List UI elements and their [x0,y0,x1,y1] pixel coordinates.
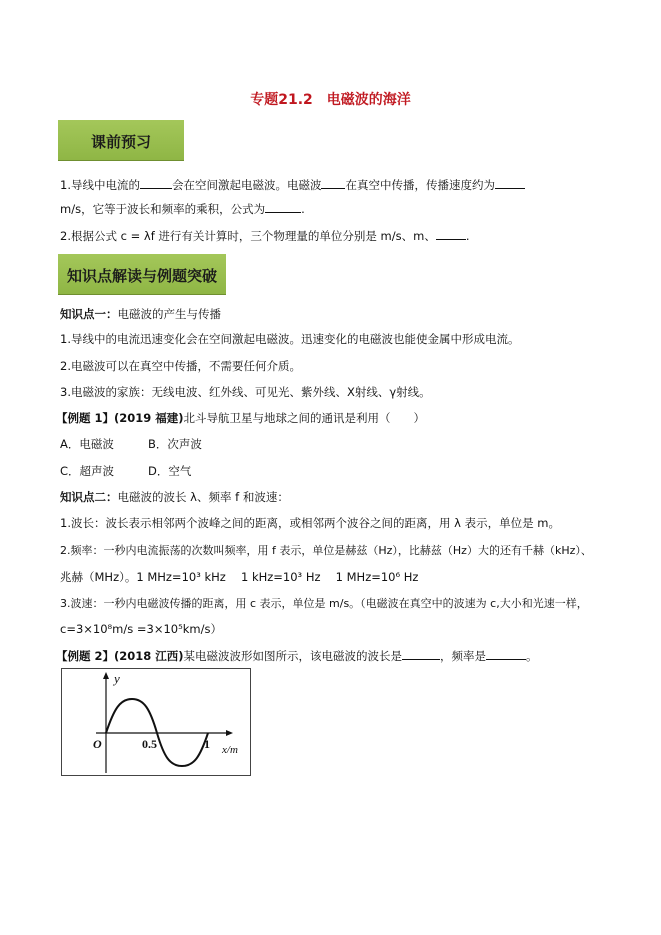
section-banner-preview [58,120,184,161]
example-2: 【例题 2】(2018 江西)某电磁波波形如图所示，该电磁波的波长是 ，频率是 。 [56,649,538,663]
answer-blank[interactable] [265,201,301,213]
x-axis-arrow [226,730,233,736]
x-axis-label: x/m [222,744,238,756]
origin-label: O [93,737,102,751]
answer-blank[interactable] [321,177,345,189]
waveform-figure [61,668,251,776]
paragraph: 2.电磁波可以在真空中传播，不需要任何介质。 [60,359,301,373]
tick-label-one: 1 [204,737,210,751]
section-heading: 知识点解读与例题突破 [66,267,217,285]
option-b: B．次声波 [148,437,202,451]
paragraph: c=3×10⁸m/s =3×10⁵km/s） [60,622,222,636]
answer-blank[interactable] [495,177,525,189]
answer-blank[interactable] [140,177,172,189]
page-title: 专题21.2 电磁波的海洋 [250,92,411,108]
answer-blank[interactable] [436,228,466,240]
knowledge-point-1-title: 知识点一：电磁波的产生与传播 [60,307,221,321]
question-1-line-1: 1.导线中电流的 会在空间激起电磁波。电磁波 在真空中传播，传播速度约为 [60,177,525,193]
paragraph: 1.导线中的电流迅速变化会在空间激起电磁波。迅速变化的电磁波也能使金属中形成电流。 [60,332,520,346]
paragraph: 兆赫（MHz）。1 MHz=10³ kHz 1 kHz=10³ Hz 1 MHz=10⁶ Hz [60,570,419,584]
option-a: A．电磁波 [60,437,114,451]
example-1: 【例题 1】(2019 福建)北斗导航卫星与地球之间的通讯是利用（ ） [56,411,426,425]
option-d: D．空气 [148,464,192,478]
tick-label-half: 0.5 [142,737,157,751]
section-heading: 课前预习 [90,133,151,151]
y-axis-label: y [114,671,120,686]
answer-blank[interactable] [402,648,440,660]
waveform-svg [62,669,250,775]
paragraph: 2.频率：一秒内电流振荡的次数叫频率，用 f 表示，单位是赫兹（Hz），比赫兹（Hz）大的还有千赫（kHz）、 [60,544,592,557]
paragraph: 3.电磁波的家族：无线电波、红外线、可见光、紫外线、X射线、γ射线。 [60,385,431,399]
paragraph: 1.波长：波长表示相邻两个波峰之间的距离，或相邻两个波谷之间的距离，用 λ 表示，单位是 m。 [60,516,560,530]
section-banner-knowledge [58,254,226,295]
option-c: C．超声波 [60,464,115,478]
question-2: 2.根据公式 c = λf 进行有关计算时，三个物理量的单位分别是 m/s、m、 . [60,229,470,243]
question-1-line-2: m/s，它等于波长和频率的乘积，公式为 . [60,202,305,216]
knowledge-point-2-title: 知识点二：电磁波的波长 λ、频率 f 和波速： [60,490,289,504]
paragraph: 3.波速：一秒内电磁波传播的距离，用 c 表示，单位是 m/s。（电磁波在真空中的波速为 c,大小和光速一样， [60,597,588,610]
y-axis-arrow [103,672,109,679]
answer-blank[interactable] [486,648,526,660]
